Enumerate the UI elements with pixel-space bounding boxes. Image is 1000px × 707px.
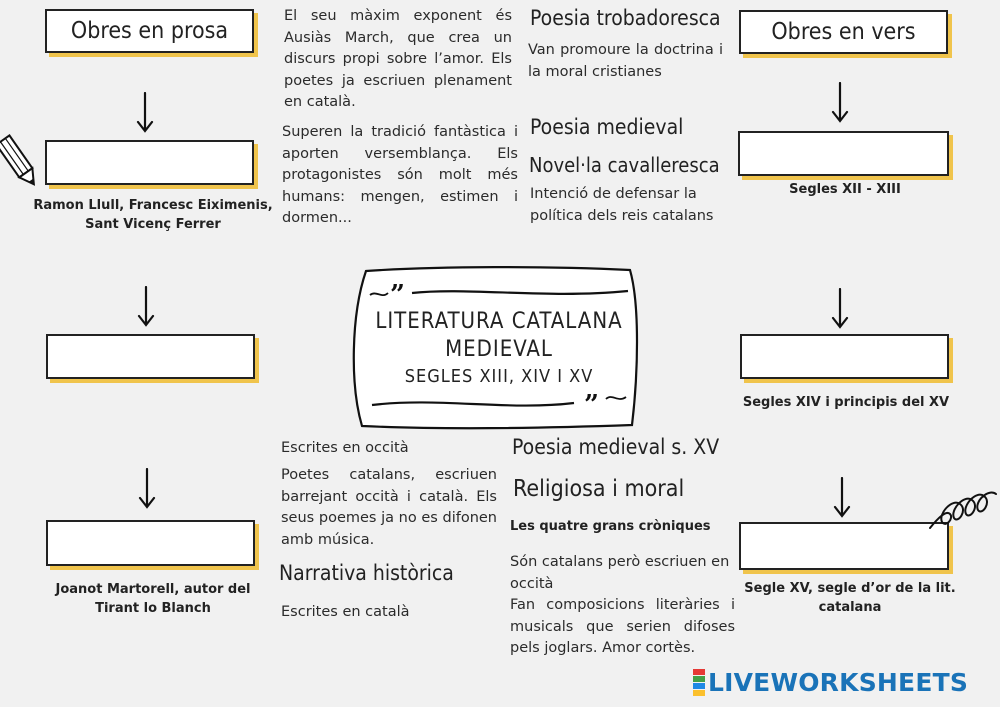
caption-verse-1: Segles XII - XIII	[789, 182, 901, 197]
heading-poesia-medieval-xv: Poesia medieval s. XV	[512, 435, 720, 459]
title-line-3: SEGLES XIII, XIV I XV	[404, 366, 594, 387]
prose-header-label: Obres en prosa	[70, 18, 229, 44]
text-quatre-croniques: Les quatre grans cròniques	[510, 519, 711, 534]
heading-poesia-medieval: Poesia medieval	[530, 115, 684, 139]
text-poetes-catalans: Poetes catalans, escriuen barrejant occità i català. Els seus poemes ja no es difonen amb música.	[281, 467, 497, 548]
svg-text:”: ”	[584, 390, 599, 420]
arrow-down-icon	[831, 82, 849, 124]
pencil-icon	[0, 130, 40, 192]
paragraph-versemblanca: Superen la tradició fantàstica i aporten versemblança. Els protagonistes són molt més humans: mengen, estimen i dormen...	[282, 124, 518, 226]
answer-box-prose-2[interactable]	[46, 334, 255, 379]
answer-box-prose-3[interactable]	[46, 520, 255, 566]
paragraph-ausias-march: El seu màxim exponent és Ausiàs March, que crea un discurs propi sobre l’amor. Els poetes ja escriuen plenament en català.	[284, 8, 512, 110]
text-catalans-occita: Són catalans però escriuen en occità	[510, 554, 730, 592]
verse-header	[739, 10, 948, 54]
svg-text:”: ”	[390, 280, 405, 310]
arrow-down-icon	[831, 288, 849, 330]
heading-religiosa-moral: Religiosa i moral	[513, 476, 685, 502]
answer-box-verse-3[interactable]	[739, 522, 949, 570]
title-line-1: LITERATURA CATALANA	[375, 309, 623, 334]
heading-novella-cavalleresca: Novel·la cavalleresca	[529, 153, 720, 177]
caption-verse-2: Segles XIV i principis del XV	[742, 395, 950, 410]
liveworksheets-logo	[693, 668, 968, 697]
arrow-down-icon	[138, 468, 156, 510]
answer-box-prose-1[interactable]	[45, 140, 254, 185]
prose-header	[45, 9, 254, 53]
verse-header-label: Obres en vers	[771, 19, 916, 45]
answer-box-verse-2[interactable]	[740, 334, 949, 379]
text-escrites-catala: Escrites en català	[281, 604, 410, 620]
spiral-icon	[928, 488, 1000, 532]
logo-text: LIVEWORKSHEETS	[708, 668, 969, 697]
text-escrites-occita: Escrites en occità	[281, 440, 409, 456]
heading-poesia-trobadoresca: Poesia trobadoresca	[530, 6, 721, 30]
caption-prose-1: Ramon Llull, Francesc Eiximenis, Sant Vicenç Ferrer	[33, 198, 273, 232]
arrow-down-icon	[136, 92, 154, 134]
caption-prose-3: Joanot Martorell, autor del Tirant lo Blanch	[55, 582, 251, 616]
heading-narrativa-historica: Narrativa històrica	[279, 561, 454, 585]
live-badge-icon	[693, 669, 705, 696]
text-composicions-joglars: Fan composicions literàries i musicals que serien difoses pels joglars. Amor cortès.	[510, 597, 735, 656]
arrow-down-icon	[833, 477, 851, 519]
arrow-down-icon	[137, 286, 155, 328]
caption-verse-3: Segle XV, segle d’or de la lit. catalana	[744, 581, 956, 615]
text-defensar-politica: Intenció de defensar la política dels reis catalans	[530, 186, 714, 224]
text-moral-cristiana: Van promoure la doctrina i la moral cristianes	[528, 42, 723, 80]
answer-box-verse-1[interactable]	[738, 131, 949, 176]
title-line-2: MEDIEVAL	[445, 337, 553, 362]
